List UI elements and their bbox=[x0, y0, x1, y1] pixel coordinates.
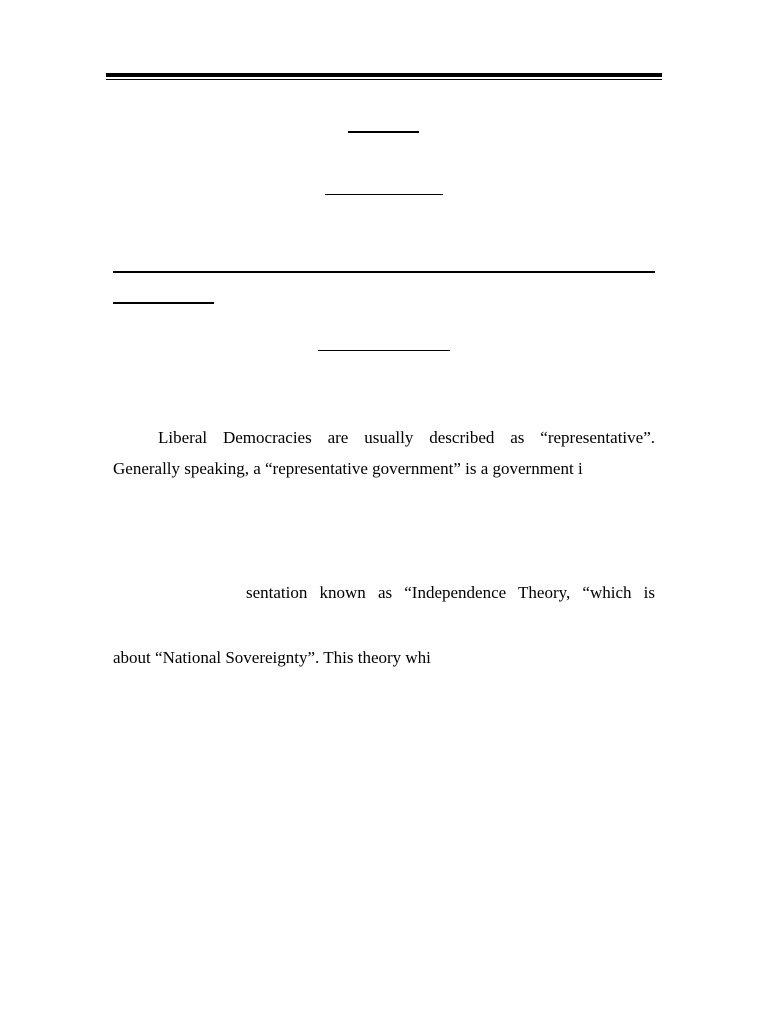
header-rule-thin bbox=[106, 79, 662, 80]
title-underline bbox=[348, 131, 419, 133]
paragraph-line-2: Generally speaking, a “representative government” is a government i bbox=[113, 459, 583, 478]
subtitle-underline bbox=[325, 194, 443, 195]
paragraph-line-4: about “National Sovereignty”. This theory whi bbox=[113, 648, 431, 667]
heading-underline-line-1 bbox=[113, 271, 655, 273]
paragraph-line-1: Liberal Democracies are usually described as “representative”. bbox=[158, 428, 655, 447]
heading-underline-line-2 bbox=[113, 302, 214, 304]
header-rule-thick bbox=[106, 73, 662, 77]
author-underline bbox=[318, 350, 450, 351]
paragraph-line-3: sentation known as “Independence Theory, “which is bbox=[246, 583, 655, 602]
